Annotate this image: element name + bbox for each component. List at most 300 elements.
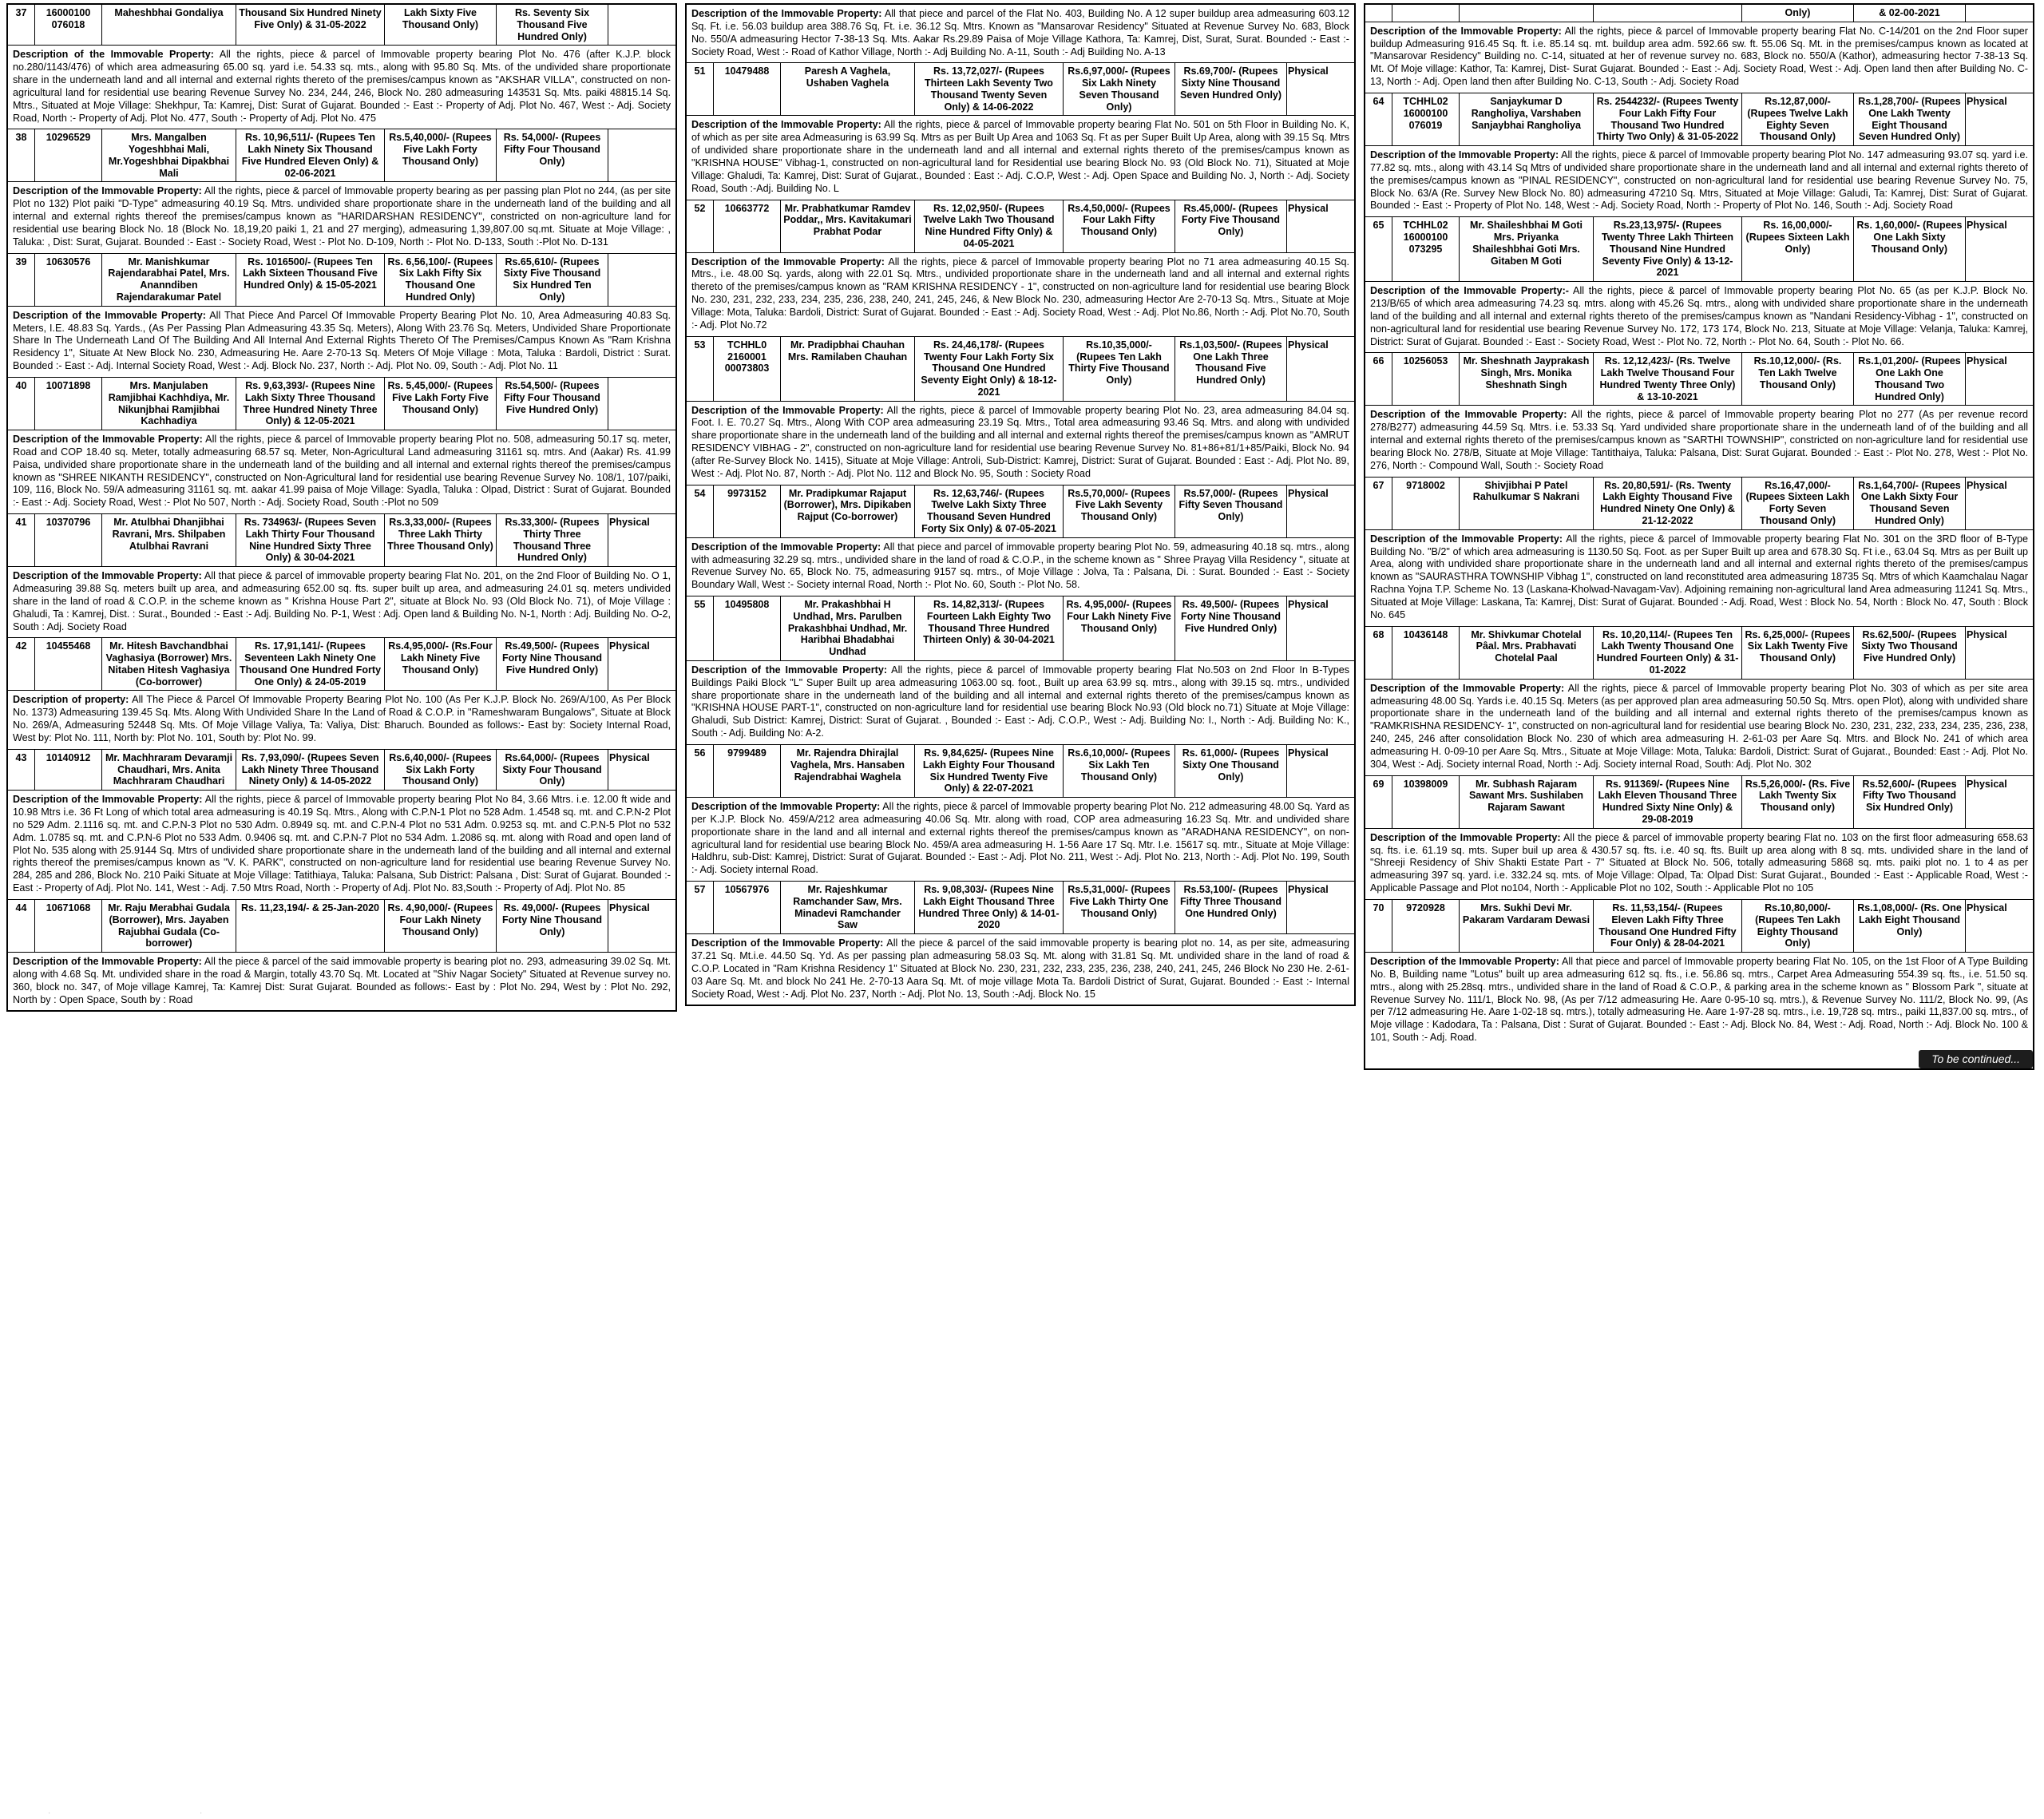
row-possession-type — [1966, 900, 2007, 952]
property-description — [687, 402, 1354, 485]
row-borrower-name — [1460, 478, 1594, 529]
property-description-text: All the piece & parcel of the said immovable property is bearing plot no. 293, admeasuring 39.02 Sq. Mt. along with 4.68 Sq. Mt. undivided share in the road & Margin, totally 43.70 Sq. Mt. Located at "Shiv Nagar Society" Situated at Revenue survey no. 360, block no. 347, of Moje village Kamrej, Ta: Kamrej Dist: Surat Gujarat. Bounded as follows:- East by : Plot No. 294, West by : Plot No. 292, North by : Open Space, South by : Road — [13, 956, 671, 1005]
row-demand-amount — [915, 745, 1064, 797]
property-description-label: Description of the Immovable Property: — [691, 256, 885, 268]
row-account-number-text: 10479488 — [724, 65, 770, 77]
row-emd-amount — [1854, 217, 1966, 281]
row-serial — [687, 596, 714, 660]
row-demand-amount — [236, 514, 385, 566]
column-3 — [1364, 3, 2034, 1070]
row-possession-type — [608, 638, 650, 690]
row-serial-text: 37 — [15, 7, 27, 18]
row-account-number — [1392, 5, 1460, 22]
table-row — [687, 745, 1354, 798]
row-serial-text: 51 — [694, 65, 706, 77]
row-reserve-price-text: Only) — [1785, 7, 1811, 18]
row-possession-type-text: Physical — [1967, 355, 2007, 367]
row-emd-amount — [497, 514, 608, 566]
row-emd-amount — [497, 750, 608, 790]
property-description — [1365, 829, 2033, 900]
row-demand-amount-text: Rs. 11,23,194/- & 25-Jan-2020 — [240, 902, 380, 914]
row-serial — [8, 254, 35, 306]
row-reserve-price-text: Rs.5,70,000/- (Rupees Five Lakh Seventy Thousand Only) — [1068, 487, 1171, 523]
row-borrower-name — [1460, 217, 1594, 281]
row-borrower-name-text: Mrs. Sukhi Devi Mr. Pakaram Vardaram Dewasi — [1462, 902, 1590, 925]
row-serial-text: 39 — [15, 256, 27, 268]
row-borrower-name-text: Mr. Manishkumar Rajendarabhai Patel, Mrs. Ananndiben Rajendarakumar Patel — [108, 256, 230, 303]
row-account-number-text: 10296529 — [46, 132, 91, 144]
row-borrower-name-text: Mr. Prabhatkumar Ramdev Poddar,, Mrs. Kavitakumari Prabhat Podar — [783, 202, 912, 238]
row-borrower-name — [102, 5, 236, 45]
row-reserve-price — [1064, 745, 1175, 797]
row-reserve-price — [1742, 900, 1854, 952]
row-account-number — [35, 378, 102, 430]
property-description-text: All that piece and parcel of the Flat No. 403, Building No. A 12 super buildup area admeasuring 603.12 Sq. Ft. i.e. 56.03 buildup area 388.76 Sq, Ft. i.e. 36.12 Sq. Mtrs. Known as "Mansarovar Residency" Situated at Revenue Survey No. 683, Block No. 550/A admeasuring Hector 7-38-13 Sq. Mts. Aakar Rs.29.89 Paisa of Moje Village Kathora, Ta: Kamrej, Dist, Surat, Surat. Bounded :- East :- Society Road, West :- Road of Kathor Village, North :- Adj Building No. A-11, South :- Adj Building No. A-13 — [691, 8, 1349, 57]
row-demand-amount — [915, 596, 1064, 660]
property-description-label: Description of the Immovable Property: — [691, 119, 881, 131]
row-demand-amount-text: Rs. 9,84,625/- (Rupees Nine Lakh Eighty Four Thousand Six Hundred Twenty Five Only) & 22-07-2021 — [922, 747, 1056, 795]
table-row — [8, 378, 675, 430]
row-emd-amount-text: Rs. 54,000/- (Rupees Fifty Four Thousand Only) — [503, 132, 601, 167]
row-demand-amount-text: Rs.23,13,975/- (Rupees Twenty Three Lakh Thirteen Thousand Nine Hundred Seventy Five Only) & 13-12-2021 — [1601, 220, 1734, 279]
row-emd-amount — [1854, 627, 1966, 679]
property-description-label: Description of the Immovable Property: — [691, 801, 881, 812]
row-serial-text: 69 — [1373, 778, 1384, 790]
row-demand-amount — [915, 485, 1064, 537]
row-emd-amount — [1854, 5, 1966, 22]
row-reserve-price-text: Rs.6,97,000/- (Rupees Six Lakh Ninety Seven Thousand Only) — [1068, 65, 1171, 113]
row-account-number — [35, 750, 102, 790]
row-serial — [1365, 627, 1392, 679]
table-row — [1365, 478, 2033, 530]
row-reserve-price-text: Rs.12,87,000/- (Rupees Twelve Lakh Eighty Seven Thousand Only) — [1747, 96, 1848, 143]
row-borrower-name-text: Mr. Prakashbhai H Undhad, Mrs. Parulben Prakashbhai Undhad, Mr. Haribhai Bhadabhai Undhad — [787, 599, 908, 658]
row-borrower-name-text: Mr. Rajeshkumar Ramchander Saw, Mrs. Minadevi Ramchander Saw — [793, 884, 902, 931]
row-account-number — [714, 745, 781, 797]
row-demand-amount-text: Rs. 1016500/- (Rupees Ten Lakh Sixteen Thousand Five Hundred Only) & 15-05-2021 — [243, 256, 378, 291]
row-borrower-name — [102, 750, 236, 790]
row-emd-amount-text: Rs.1,03,500/- (Rupees One Lakh Three Thousand Five Hundred Only) — [1179, 339, 1282, 386]
row-reserve-price-text: Rs.10,35,000/- (Rupees Ten Lakh Thirty Five Thousand Only) — [1068, 339, 1170, 386]
row-emd-amount-text: Rs.65,610/- (Rupees Sixty Five Thousand Six Hundred Ten Only) — [503, 256, 601, 303]
row-reserve-price — [385, 514, 497, 566]
row-demand-amount — [915, 882, 1064, 933]
row-demand-amount — [1594, 627, 1742, 679]
row-demand-amount-text: Rs. 911369/- (Rupees Nine Lakh Eleven Thousand Three Hundred Sixty Nine Only) & 29-08-2019 — [1598, 778, 1737, 825]
row-demand-amount — [1594, 93, 1742, 145]
row-reserve-price-text: Rs.4,50,000/- (Rupees Four Lakh Fifty Thousand Only) — [1068, 202, 1171, 238]
row-serial — [8, 750, 35, 790]
row-emd-amount-text: Rs.52,600/- (Rupees Fifty Two Thousand Six Hundred Only) — [1862, 778, 1957, 814]
row-demand-amount-text: Rs. 10,20,114/- (Rupees Ten Lakh Twenty Thousand One Hundred Fourteen Only) & 31-01-2022 — [1596, 628, 1739, 676]
row-emd-amount — [1854, 478, 1966, 529]
row-serial — [8, 638, 35, 690]
row-serial-text: 41 — [15, 517, 27, 529]
property-description — [8, 307, 675, 378]
row-serial-text: 66 — [1373, 355, 1384, 367]
row-account-number — [35, 254, 102, 306]
row-possession-type-text: Physical — [1967, 479, 2007, 491]
row-account-number-text: 10436148 — [1403, 628, 1448, 640]
row-possession-type-text: Physical — [1288, 65, 1329, 77]
row-serial — [8, 900, 35, 952]
row-possession-type-text: Physical — [1967, 220, 2007, 232]
row-serial-text: 53 — [694, 339, 706, 351]
table-row — [687, 485, 1354, 538]
row-serial — [8, 378, 35, 430]
row-serial — [687, 745, 714, 797]
row-emd-amount — [1175, 745, 1287, 797]
property-description — [687, 798, 1354, 882]
row-emd-amount-text: Rs.64,000/- (Rupees Sixty Four Thousand Only) — [502, 751, 602, 787]
row-account-number-text: 10663772 — [724, 202, 770, 214]
row-demand-amount-text: Rs. 24,46,178/- (Rupees Twenty Four Lakh Forty Six Thousand One Hundred Seventy Eight Only) & 18-12-2021 — [921, 339, 1057, 398]
property-description-label: Description of the Immovable Property: — [691, 404, 884, 416]
row-serial-text: 55 — [694, 599, 706, 611]
property-description-label: Description of the Immovable Property: — [691, 541, 881, 553]
row-account-number-text: 10140912 — [46, 751, 91, 763]
row-reserve-price — [1064, 337, 1175, 401]
property-description-label: Description of property: — [13, 694, 129, 706]
row-borrower-name — [781, 882, 915, 933]
row-borrower-name — [102, 900, 236, 952]
row-emd-amount — [1854, 776, 1966, 828]
row-reserve-price — [1742, 5, 1854, 22]
property-description-label: Description of the Immovable Property: — [13, 794, 203, 806]
row-possession-type — [1287, 596, 1329, 660]
row-emd-amount-text: Rs.1,08,000/- (Rs. One Lakh Eight Thousand Only) — [1857, 902, 1962, 937]
row-possession-type-text: Physical — [1967, 902, 2007, 914]
table-row — [1365, 217, 2033, 282]
property-description-label: Description of the Immovable Property: — [1370, 149, 1559, 161]
row-account-number-text: 10455468 — [46, 640, 91, 652]
row-borrower-name — [781, 63, 915, 115]
table-row — [687, 63, 1354, 116]
row-account-number-text: 10256053 — [1403, 355, 1448, 367]
row-emd-amount-text: Rs.1,28,700/- (Rupees One Lakh Twenty Eight Thousand Seven Hundred Only) — [1858, 96, 1961, 143]
row-emd-amount — [497, 129, 608, 181]
property-description-text: All the rights, piece & parcel of Immovable property bearing as per passing plan Plot no 244, (as per site Plot no 132) Plot paiki "D-Type" admeasuring 40.19 Sq. Mtrs. undivided share proportionate share in the underneath land of the building and all internal and external rights thereof the premises/campus known as "HARIDARSHAN RESIDENCY", constricted on non-agriculture land for residential use bearing Block No. 18 (Block No. 18,19,20 paiki 1, 21 and 27 merging), admeasuring 1,39,807.00 sq.mt. Situate at Moje Village: , Taluka: , Dist: Surat, Gujarat. Bounded :- East :- Society Road, West :- Plot No. D-109, North :- Plot No. D-133, South :-Plot No. D-131 — [13, 185, 671, 248]
property-description — [687, 116, 1354, 200]
row-serial — [687, 63, 714, 115]
table-row — [8, 5, 675, 46]
row-serial — [1365, 217, 1392, 281]
row-account-number — [1392, 353, 1460, 405]
row-borrower-name — [781, 337, 915, 401]
row-demand-amount-text: Thousand Six Hundred Ninety Five Only) & 31-05-2022 — [239, 7, 382, 30]
property-description-text: All the rights, piece & parcel of Immovable property bearing Plot No 84, 3.66 Mtrs. i.e. 12.00 ft wide and 10.98 Mtrs i.e. 36 Ft Long of which total area admeasuring is 40.19 Sq. Mtrs., Along with C.P.N-1 Plot no 528 Adm. 1.4548 sq. mt. and C.P.N-2 Plot no 529 Adm. 2.1116 sq. mt. and C.P.N-3 Plot no 530 Adm. 0.8949 sq. mt. and C.P.N-4 Plot no 531 Adm. 0.9253 sq. mt. and C.P.N-5 Plot no 532 Adm. 1.0785 sq. mt. and C.P.N-6 Plot no 533 Adm. 0.9406 sq. mt. and C.P.N-7 Plot no 534 Adm. 1.2086 sq. mt. along with Road and open land of Plot No. 535 along with 25.9144 Sq. Mtrs of undivided share proportionate share in the underneath land of the building and all internal and external rights thereof the premises/campus known as "V. K. PARK", constructed on non-agriculture land for residential use bearing Revenue Survey No. 284, 285 and 286, Block No. 210 Paiki Situate at Moje Village: Tatithiaya, Taluka: Palsana, Sub District: Palsana , Dist: Surat of Gujarat. Bounded :- East :- Property of Adj. Plot No. 141, West :- Adj. 7.50 Mtrs Road, North :- Property of Adj. Plot No. 83,South :- Property of Adj. Plot No. 85 — [13, 794, 671, 894]
row-account-number — [1392, 478, 1460, 529]
property-description — [1365, 530, 2033, 627]
row-borrower-name — [781, 200, 915, 252]
row-emd-amount — [1854, 900, 1966, 952]
row-demand-amount-text: Rs. 20,80,591/- (Rs. Twenty Lakh Eighty Thousand Five Hundred Ninety One Only) & 21-12-2022 — [1600, 479, 1735, 526]
row-reserve-price — [385, 900, 497, 952]
row-demand-amount-text: Rs. 9,08,303/- (Rupees Nine Lakh Eight Thousand Three Hundred Three Only) & 14-01-2020 — [918, 884, 1060, 931]
row-borrower-name-text: Mr. Pradipkumar Rajaput (Borrower), Mrs. Dipikaben Rajput (Co-borrower) — [783, 487, 912, 523]
row-demand-amount — [915, 63, 1064, 115]
row-demand-amount-text: Rs. 12,12,423/- (Rs. Twelve Lakh Twelve Thousand Four Hundred Twenty Three Only) & 13-10-2021 — [1599, 355, 1736, 402]
row-possession-type — [1966, 478, 2007, 529]
property-description-label: Description of the Immovable Property: — [691, 664, 888, 676]
row-emd-amount-text: Rs.53,100/- (Rupees Fifty Three Thousand One Hundred Only) — [1179, 884, 1282, 919]
row-reserve-price-text: Rs. 4,95,000/- (Rupees Four Lakh Ninety Five Thousand Only) — [1066, 599, 1172, 634]
row-account-number-text: 9718002 — [1406, 479, 1445, 491]
table-row — [687, 882, 1354, 934]
property-description-text: All the rights, piece & parcel of Immovable property bearing Plot no. 508, admeasuring 50.17 sq. meter, Road and COP 18.40 sq. Meter, totally admeasuring 68.57 sq. Meter, Non-Agricultural Land admeasuring 31161 sq. mtrs. And (Aakar) Rs. 41.99 Paisa, undivided share proportionate share in the underneath land of the building and all internal and external rights thereof the premises/campus known as "SHREE NIKANTH RESIDENCY", constructed on Non-Agricultural land for residential use bearing Revenue Survey No. 108/1, 107/paiki, 109, 116, Block No. 59/A admeasuring 31161 sq. mt. aakar 41.99 paisa of Moje Village: Syadla, Taluka : Olpad, District : Surat of Gujarat. Bounded :- East :- Adj. Society Road, West :- Plot No 507, North :- Adj. Society Road, South :-Plot no 509 — [13, 434, 671, 509]
row-possession-type — [1966, 627, 2007, 679]
row-account-number — [714, 63, 781, 115]
property-description-label: Description of the Immovable Property: — [13, 185, 202, 197]
row-emd-amount — [1175, 882, 1287, 933]
row-borrower-name-text: Mr. Shivkumar Chotelal Pâal. Mrs. Prabhavati Chotelal Paal — [1471, 628, 1582, 664]
property-description-text: All the rights, piece & parcel of Immovable property bearing Flat No. 501 on 5th Floor in Building No. K, of which as per site area Admeasuring is 63.99 Sq. Mtrs as per Built Up Area and 1063 Sq. Ft as per Super Built Up Area, along with 39.15 Sq. Mtrs of undivided share proportionate share in the underneath land and all internal and external rights thereto of the premises/campus known as "KRISHNA HOUSE" Vibhag-1, constructed on non-agricultural land for Residential use bearing Block No. 93 (Old Block No. 71), Situated at Moje Village: Ghaludi, Ta: Kamrej, Dist: Surat of Gujarat., Bounded : East :- Adj. C.O.P, West :- Adj. Open Space and Building No. J, North :- Adj. Society Road, South :-Adj. Building No. L — [691, 119, 1349, 194]
table-row — [687, 200, 1354, 253]
row-reserve-price-text: Rs.5,40,000/- (Rupees Five Lakh Forty Thousand Only) — [389, 132, 492, 167]
row-borrower-name — [1460, 353, 1594, 405]
property-description — [1365, 22, 2033, 93]
row-emd-amount-text: & 02-00-2021 — [1879, 7, 1940, 18]
row-emd-amount — [1175, 337, 1287, 401]
row-account-number — [35, 514, 102, 566]
row-reserve-price-text: Rs. 6,25,000/- (Rupees Six Lakh Twenty Five Thousand Only) — [1745, 628, 1851, 664]
row-reserve-price-text: Rs.10,12,000/- (Rs. Ten Lakh Twelve Thousand Only) — [1753, 355, 1842, 390]
property-description-label: Description of the Immovable Property: — [13, 309, 206, 321]
property-description-label: Description of the Immovable Property: — [1370, 25, 1562, 37]
property-description — [1365, 406, 2033, 477]
row-account-number-text: TCHHL02 16000100 076019 — [1403, 96, 1448, 131]
property-description-text: All That Piece And Parcel Of Immovable Property Bearing Plot No. 10, Area Admeasuring 40.83 Sq. Meters, I.E. 48.83 Sq. Yards., (As Per Passing Plan Admeasuring 43.35 Sq. Meters), Along With 23.76 Sq. Meters, Undivided Share Proportionate Share In The Underneath Land Of The Building And All Internal And External Rights Thereto Of The Premises/Campus Known As "Ram Krishna Residency 1", Situate At New Block No. 230, Admeasuring He. Aare 2-70-13 Sq. Meters Of Moje Village : Mota, Taluka : Bardoli, District : Surat. Bounded :- East :- Adj. Internal Society Road, West :- Adj. Block No. 237, North :- Adj. Plot No. 09, South :- Adj. Plot No. 11 — [13, 309, 671, 372]
row-emd-amount-text: Rs.69,700/- (Rupees Sixty Nine Thousand Seven Hundred Only) — [1179, 65, 1282, 101]
row-possession-type-text: Physical — [609, 517, 650, 529]
row-serial — [1365, 900, 1392, 952]
row-possession-type — [1966, 353, 2007, 405]
property-description — [8, 691, 675, 749]
row-borrower-name-text: Mr. Shaileshbhai M Goti Mrs. Priyanka Shaileshbhai Goti Mrs. Gitaben M Goti — [1470, 220, 1583, 267]
row-borrower-name — [102, 514, 236, 566]
row-borrower-name-text: Mr. Rajendra Dhirajlal Vaghela, Mrs. Hansaben Rajendrabhai Waghela — [790, 747, 905, 783]
row-account-number — [714, 200, 781, 252]
row-possession-type-text: Physical — [609, 902, 650, 914]
property-description-text: All the piece & parcel of the said immovable property is bearing plot no. 14, as per site, admeasuring 37.21 Sq. Mt.i.e. 44.50 Sq. Yd. As per passing plan admeasuring 58.03 Sq. Mt. along with 31.81 Sq. Mt. undivided share in the land of road & C.O.P. Located in "Ram Krishna Residency 1" Situated at Block No. 230, 231, 232, 233, 235, 236, 238, 240, 241, 245, 246 Block No 230 He. 2-61-03 Aare Sq. Mt. and block No 241 He. 2-70-13 Aara Sq. Mt. of moje village Mota Ta. Bardoli District of Surat, Gujarat. Bounded :- East :- Internal Society Road, West :- Adj. Plot No. 237, North :- Adj. Plot No. 13, South :-Adj. Block No. 15 — [691, 937, 1349, 1000]
row-serial-text: 65 — [1373, 220, 1384, 232]
row-reserve-price — [1064, 596, 1175, 660]
row-account-number — [714, 596, 781, 660]
column-2 — [685, 3, 1356, 1006]
property-description — [8, 182, 675, 253]
row-emd-amount-text: Rs.54,500/- (Rupees Fifty Four Thousand Five Hundred Only) — [504, 380, 600, 415]
row-demand-amount — [236, 129, 385, 181]
row-borrower-name-text: Mrs. Mangalben Yogeshbhai Mali, Mr.Yogeshbhai Dipakbhai Mali — [108, 132, 230, 179]
row-account-number-text: 10370796 — [46, 517, 91, 529]
property-description — [1365, 953, 2033, 1048]
row-demand-amount — [1594, 776, 1742, 828]
row-emd-amount-text: Rs. Seventy Six Thousand Five Hundred Only) — [514, 7, 590, 42]
row-serial — [1365, 93, 1392, 145]
row-possession-type — [608, 378, 645, 430]
row-emd-amount — [1854, 353, 1966, 405]
row-reserve-price — [385, 638, 497, 690]
row-serial-text: 54 — [694, 487, 706, 499]
table-row — [8, 514, 675, 567]
row-emd-amount — [1175, 200, 1287, 252]
row-reserve-price-text: Rs. 6,56,100/- (Rupees Six Lakh Fifty Six Thousand One Hundred Only) — [387, 256, 493, 303]
row-reserve-price-text: Rs.10,80,000/- (Rupees Ten Lakh Eighty Thousand Only) — [1755, 902, 1840, 949]
row-demand-amount — [1594, 353, 1742, 405]
row-emd-amount-text: Rs. 61,000/- (Rupees Sixty One Thousand Only) — [1182, 747, 1280, 783]
row-demand-amount-text: Rs. 11,53,154/- (Rupees Eleven Lakh Fifty Three Thousand One Hundred Fifty Four Only) & 28-04-2021 — [1598, 902, 1737, 949]
row-possession-type — [1287, 485, 1329, 537]
page-artifact-left: · — [48, 1809, 51, 1817]
row-demand-amount-text: Rs. 7,93,090/- (Rupees Seven Lakh Ninety Three Thousand Ninety Only) & 14-05-2022 — [241, 751, 379, 787]
row-serial-text: 64 — [1373, 96, 1384, 108]
row-borrower-name-text: Mr. Atulbhai Dhanjibhai Ravrani, Mrs. Shilpaben Atulbhai Ravrani — [112, 517, 226, 552]
row-demand-amount-text: Rs. 14,82,313/- (Rupees Fourteen Lakh Eighty Two Thousand Three Hundred Thirteen Only) & 30-04-2021 — [923, 599, 1055, 646]
row-emd-amount — [497, 254, 608, 306]
row-reserve-price — [1064, 200, 1175, 252]
row-demand-amount — [236, 378, 385, 430]
row-account-number-text: 9973152 — [727, 487, 766, 499]
row-account-number-text: 10567976 — [724, 884, 770, 896]
row-account-number — [35, 129, 102, 181]
row-possession-type — [1287, 337, 1329, 401]
row-reserve-price-text: Rs.6,40,000/- (Rupees Six Lakh Forty Thousand Only) — [389, 751, 492, 787]
property-description-text: All the rights, piece & parcel of Immovable property bearing Flat No. 301 on the 3RD floor of B-Type Building No. "B/2" of which area admeasuring is 1130.50 Sq. Foot. as per Super Built up area and 678.30 Sq. Ft i.e., 63.04 Sq. Mtrs as per Built up Area, along with undivided share proportionate share in the underneath land and all internal and external rights thereto of the premises/campus known as "SAURASTHRA TOWNSHIP Vibhag 1", constructed on land reconstituted area admeasuring 18735 Sq. Mtrs of which Kaamchalau Nagar Rachna Yojna T.P. Scheme No. 13 (Laskana-Kholwad-Navagam-Vav). Adjoining remaining non-agricultural land Area admeasuring 11241 Sq. Mtrs., Situated at Moje Village: Laskana, Ta: Kamrej, Dist: Surat of Gujarat. Bounded :- Adj. Road, West : Block No. 54, North : Block No. 47, South : Block No. 645 — [1370, 533, 2029, 620]
row-reserve-price — [1742, 93, 1854, 145]
property-description-text: All the rights, piece & parcel of Immovable property bearing Flat No. C-14/201 on the 2nd Floor super buildup Admeasuring 916.45 Sq. ft. i.e. 85.14 sq. mt. buildup area adm. 592.66 sw. ft. 55.06 Sq. Mt. in the premises/campus known as located at "Mansarovar Residency" Building no. C-14, situated at her of revenue survey no. 683, Block no. 550/A (Kathor), admeasuring hector 7-38-13 Sq. Mt. Of Moje village: Kathor, Ta: Kamrej, Dist- Surat Gujarat. Bounded :- East :- Adj. Society Road, West :- Adj. Open land then after Building No. C-13, North :- Adj. Open land then after Building No. C-13, South :- Adj. Society Road — [1370, 25, 2029, 88]
row-possession-type — [1966, 93, 2007, 145]
row-reserve-price-text: Rs.4,95,000/- (Rs.Four Lakh Ninety Five Thousand Only) — [388, 640, 493, 676]
row-reserve-price-text: Rs. 4,90,000/- (Rupees Four Lakh Ninety Thousand Only) — [387, 902, 493, 937]
property-description — [8, 430, 675, 514]
property-description-text: All the rights, piece & parcel of Immovable property bearing Plot No. 65 (as per K.J.P. Block No. 213/B/65 of which area admeasuring 74.23 sq. mtrs. along with 45.26 Sq. mtrs., along with undivided share proportionate share in the underneath land of the building and all internal and external rights thereto of the premises/campus known as "Nandani Residency-Vibhag - 1", constructed on non-agricultural land for residential use bearing Revenue Survey No. 172, 173 174, Block No. 213, Situate at Moje Village: Velanja, Taluka: Kamrej, District: Surat of Gujarat. Bounded :- East :- Society Road, West :- Plot No. 72, North :- Plot No. 64, South :- Plot No. 66. — [1370, 285, 2028, 347]
row-account-number-text: 9799489 — [727, 747, 766, 759]
row-borrower-name-text: Shivjibhai P Patel Rahulkumar S Nakrani — [1472, 479, 1580, 503]
property-description-text: All the rights, piece & parcel of Immovable property bearing Plot No. 212 admeasuring 48.00 Sq. Yard as per K.J.P. Block No. 459/A/212 area admeasuring 40.06 Sq. Mtr. along with road, COP area admeasuring 16.23 Sq. Mtr. and undivided share proportionate share in the land and all internal and external rights thereof the premises/campus known as "ARADHANA RESIDENCY", on non-agricultural land for residential use bearing Block No. 459/A area admeasuring H. 1-56 Aare 17 Sq. Mtr. I.e. 15617 sq. mtr., Situate at Moje Village: Haldhru, sub-Dist: Kamrej, District: Surat of Gujarat. Bounded :- East :- Adj. Plot No. 211, West :- Adj. Plot No. 213, North :- Adj. Plot No. 199, South :- Adj. Society internal Road. — [691, 801, 1350, 876]
row-serial-text: 67 — [1373, 479, 1384, 491]
row-serial — [1365, 478, 1392, 529]
property-description — [687, 538, 1354, 596]
row-demand-amount — [236, 254, 385, 306]
row-possession-type — [1287, 200, 1329, 252]
property-description — [687, 5, 1354, 63]
row-emd-amount — [497, 900, 608, 952]
row-demand-amount — [1594, 478, 1742, 529]
row-account-number — [714, 485, 781, 537]
row-possession-type — [608, 5, 645, 45]
row-serial — [687, 200, 714, 252]
row-emd-amount-text: Rs. 49,000/- (Rupees Forty Nine Thousand Only) — [502, 902, 602, 937]
row-emd-amount — [1175, 596, 1287, 660]
row-possession-type — [608, 129, 645, 181]
row-account-number — [1392, 900, 1460, 952]
row-serial-text: 44 — [15, 902, 27, 914]
row-account-number — [1392, 776, 1460, 828]
row-reserve-price-text: Rs.16,47,000/- (Rupees Sixteen Lakh Forty Seven Thousand Only) — [1745, 479, 1850, 526]
row-borrower-name — [102, 378, 236, 430]
row-possession-type — [608, 254, 645, 306]
row-possession-type — [1287, 882, 1329, 933]
row-possession-type-text: Physical — [1288, 599, 1329, 611]
row-borrower-name — [1460, 776, 1594, 828]
row-emd-amount-text: Rs.45,000/- (Rupees Forty Five Thousand Only) — [1182, 202, 1280, 238]
property-description-label: Description of the Immovable Property: — [13, 434, 203, 445]
row-possession-type — [608, 750, 650, 790]
row-borrower-name — [102, 638, 236, 690]
row-reserve-price — [1064, 485, 1175, 537]
page-artifact-right: · — [200, 1809, 203, 1817]
row-possession-type — [1966, 776, 2007, 828]
row-serial — [8, 5, 35, 45]
property-description-label: Description of the Immovable Property: — [1370, 409, 1567, 421]
row-reserve-price — [1742, 217, 1854, 281]
row-reserve-price-text: Rs.3,33,000/- (Rupees Three Lakh Thirty Three Thousand Only) — [387, 517, 493, 552]
row-demand-amount — [915, 200, 1064, 252]
row-possession-type — [1287, 63, 1329, 115]
row-borrower-name-text: Maheshbhai Gondaliya — [114, 7, 224, 18]
table-row — [8, 900, 675, 953]
row-reserve-price-text: Rs. 16,00,000/- (Rupees Sixteen Lakh Only) — [1745, 220, 1850, 255]
property-description-label: Description of the Immovable Property: — [1370, 682, 1565, 694]
row-emd-amount — [1175, 63, 1287, 115]
row-borrower-name-text: Mr. Hitesh Bavchandbhai Vaghasiya (Borrower) Mrs. Nitaben Hitesh Vaghasiya (Co-borrower) — [105, 640, 232, 688]
property-description-text: All the rights, piece & parcel of Immovable property bearing Plot No. 303 of which as per site area admeasuring 48.00 Sq. Yards i.e. 40.15 Sq. Meters (as per approved plan area admeasuring 50.50 Sq. Mtrs. open Plot), along with undivided share proportionate share in the underneath land of the building and all internal and external rights thereto of the premises/campus known as "RAMKRISHNA RESIDENCY- 1", constructed on non-agricultural land for residential use bearing Block No. 230, 231, 232, 233, 234, 235, 236, 238, 240, 245, 246 after consolidation Block No. 230 of which area admeasuring H. 2-61-03 per Aare Sq. Mtrs. and Block No. 241 of which area admeasuring H. 0-09-10 per Aare Sq. Mtrs., Situate at Moje Village: Mota, Taluka: Bardoli, District: Surat of Gujarat., Bounded: East :- Adj. Plot No. 304, West :- Adj. Society internal Road, North :- Adj. Society internal Road, South: Adj. Plot No. 302 — [1370, 682, 2029, 770]
row-demand-amount-text: Rs. 17,91,141/- (Rupees Seventeen Lakh Ninety One Thousand One Hundred Forty One Only) & 24-05-2019 — [239, 640, 382, 688]
row-borrower-name-text: Paresh A Vaghela, Ushaben Vaghela — [804, 65, 891, 89]
row-reserve-price-text: Rs. 5,45,000/- (Rupees Five Lakh Forty Five Thousand Only) — [387, 380, 493, 415]
property-description-label: Description of the Immovable Property: — [1370, 956, 1559, 968]
property-description-text: All the rights, piece & parcel of Immovable property bearing Plot No. 23, area admeasuring 84.04 sq. Foot. I. E. 70.27 Sq. Mtrs., Along With COP area admeasuring 23.19 Sq. Mtrs., Total area admeasuring 93.46 Sq. Mtrs. and along with undivided share proportionate share in the underneath land of the building and all internal and external rights thereof the premises/campus known as "AMRUT RESIDENCY VIBHAG - 2", constructed on non-agriculture land for residential use bearing Revenue Survey No. 81+86+81/1+85/Paiki, Block No. 94 (after Re-Survey Block No. 1415), Situate at Moje Village: Antroli, Sub-District: Kamrej, District: Surat of Gujarat. Bounded : East :- Adj. Plot No. 89, West :- Adj. Plot No. 87, North :- Adj. Plot No. 112 and Block No. 95, South : Society Road — [691, 404, 1349, 479]
row-demand-amount-text: Rs. 12,02,950/- (Rupees Twelve Lakh Two Thousand Nine Hundred Fifty Only) & 04-05-2021 — [923, 202, 1055, 249]
property-description — [8, 46, 675, 129]
row-serial-text: 42 — [15, 640, 27, 652]
row-borrower-name — [781, 485, 915, 537]
row-borrower-name-text: Mr. Machhraram Devaramji Chaudhari, Mrs. Anita Machhraram Chaudhari — [105, 751, 233, 787]
row-account-number — [35, 638, 102, 690]
row-demand-amount — [1594, 217, 1742, 281]
row-possession-type-text: Physical — [1288, 884, 1329, 896]
property-description-label: Description of the Immovable Property: — [1370, 831, 1561, 843]
row-demand-amount — [1594, 5, 1742, 22]
row-reserve-price — [1742, 776, 1854, 828]
row-borrower-name — [781, 596, 915, 660]
table-row — [1365, 627, 2033, 680]
row-possession-type — [1287, 745, 1329, 797]
property-description-text: All the piece & parcel of immovable property bearing Flat no. 103 on the first floor admeasuring 658.63 sq. fts. i.e. 61.19 sq. mts. Super buil up area & 430.57 sq. fts. i.e. 40 sq. fts. Built up area along with 8 sq. mts. undivided share in the land of "Shreeji Residency of Shiv Shakti Estate Part - 7" Situated at Block No. 506, totally admeasuring 5868 sq. mts. paiki plot no. 1 to 4 as per admeasuring 397 sq. yard. i.e. 332.24 sq. mts. of Moje Village: Olpad, Ta: Olpad Dist: Surat Gujarat., Bounded :- East :- Applicable Road, West :- Applicable Passage and Plot no104, North :- Applicable Plot no 102, South :- Applicable Plot no 105 — [1370, 831, 2029, 894]
row-account-number — [35, 5, 102, 45]
row-serial-text: 52 — [694, 202, 706, 214]
property-description — [687, 661, 1354, 745]
property-description-text: All the rights, piece & parcel of Immovable property bearing Plot no 277 (As per revenue record 278/B277) admeasuring 44.59 Sq. Mtrs. i.e. 53.33 Sq. Yard undivided share proportionate share in the underneath land of of the building and all internal and external rights thereto of the premises/campus known as "SARTHI TOWNSHIP", constricted on non-agriculture land for residential use bearing Block No. 278/B, Situate at Moje Village: Tantithaiya, Taluka: Palsana, Dist: Surat Gujarat. Bounded :- East :- Plot No. 278, West :- Plot No. 276, North :- Compound Wall, South :- Society Road — [1370, 409, 2028, 471]
row-demand-amount-text: Rs. 734963/- (Rupees Seven Lakh Thirty Four Thousand Nine Hundred Sixty Three Only) & 30-04-2021 — [244, 517, 377, 564]
row-serial — [687, 882, 714, 933]
property-description — [1365, 282, 2033, 353]
row-emd-amount — [1175, 485, 1287, 537]
row-possession-type-text: Physical — [1288, 747, 1329, 759]
row-demand-amount — [236, 638, 385, 690]
row-reserve-price — [1064, 63, 1175, 115]
row-account-number-text: 9720928 — [1406, 902, 1445, 914]
row-reserve-price — [1064, 882, 1175, 933]
row-serial-text: 40 — [15, 380, 27, 391]
row-borrower-name-text: Mr. Sheshnath Jayprakash Singh, Mrs. Monika Sheshnath Singh — [1463, 355, 1590, 390]
row-serial — [687, 337, 714, 401]
row-reserve-price-text: Rs.5,26,000/- (Rs. Five Lakh Twenty Six Thousand only) — [1745, 778, 1851, 814]
row-reserve-price — [1742, 627, 1854, 679]
row-borrower-name — [1460, 5, 1594, 22]
property-description-label: Description of the Immovable Property: — [13, 956, 202, 968]
property-description-text: All that piece & parcel of immovable property bearing Flat No. 201, on the 2nd Floor of Building No. O 1, Admeasuring 39.88 Sq. meters built up area, and admeasuring 652.00 sq. fts. super built up area, and admeasuring 24.01 sq. meters undivided share in the land of road & C.O.P. in the scheme known as " Krishna House Part 2", situate at Block No. 93 (Old Block No. 71), of Moje Village : Ghaludi, Ta : Kamrej, Dist. : Surat., Bounded :- East :- Adj. Building No. P-1, West : Adj. Open land & Building No. N-1, North : Adj. Building No. O-2, South : Adj. Society Road — [13, 570, 671, 632]
